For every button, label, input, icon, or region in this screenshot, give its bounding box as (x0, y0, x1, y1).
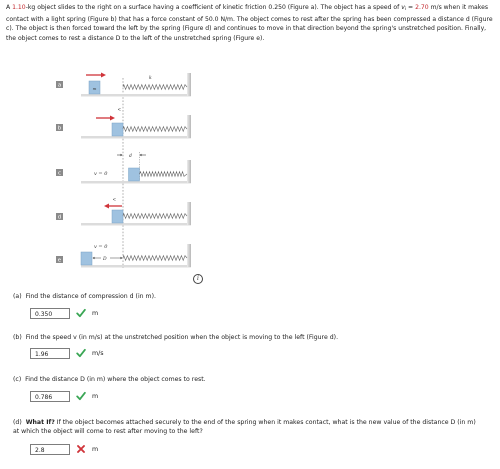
question-c-prefix: (c) (13, 376, 22, 383)
intro-text-2: -kg object slides to the right on a surface having a coefficient of kinetic friction 0.250 (Figure a). The object has a speed of (25, 4, 402, 11)
intro-text-1: A (6, 4, 13, 11)
answer-row-b (30, 347, 104, 359)
d-label: d (129, 154, 132, 159)
question-a-prefix: (a) (13, 293, 22, 300)
answer-input-b[interactable]: 1.96 (30, 348, 70, 359)
block-d (112, 210, 123, 223)
question-b-prefix: (b) (13, 334, 22, 341)
spring-c (140, 172, 188, 177)
surface-a (81, 94, 191, 97)
surface-e (81, 265, 191, 268)
panel-d (56, 198, 191, 226)
surface-d (81, 223, 191, 226)
surface-b (81, 136, 191, 139)
answer-input-c[interactable]: 0.786 (30, 391, 70, 402)
vi-label-rotated: v (116, 108, 122, 111)
velocity-zero-label-e: v = 0 (94, 244, 108, 250)
D-label: D (103, 257, 107, 262)
spring-block-figure (56, 68, 196, 273)
answer-unit-b: m/s (92, 349, 104, 357)
panel-a (56, 73, 191, 97)
wall-e (187, 244, 191, 267)
cross-icon (76, 444, 86, 454)
panel-c (56, 152, 191, 184)
wall-a (187, 73, 191, 96)
panel-label-d: d (57, 214, 62, 221)
check-icon (76, 308, 86, 318)
v-label-rotated-d: v (111, 198, 117, 201)
panel-label-a: a (57, 82, 62, 89)
check-icon (76, 348, 86, 358)
what-if-label: What If? (25, 419, 55, 426)
panel-b (56, 115, 191, 139)
spring-b (123, 127, 187, 132)
mass-value: 1.10 (12, 4, 26, 11)
panel-label-c: c (57, 170, 62, 177)
velocity-arrowhead-b (110, 116, 115, 121)
question-a (13, 293, 156, 300)
wall-b (187, 115, 191, 138)
question-b (13, 334, 338, 341)
question-d (13, 418, 483, 437)
answer-row-d (30, 443, 98, 455)
question-c-text: Find the distance D (in m) where the object comes to rest. (25, 376, 206, 383)
D-arrowhead-left (93, 257, 95, 259)
block-label-m: m (92, 86, 97, 91)
D-arrowhead-right (121, 257, 123, 259)
wall-c (187, 160, 191, 183)
answer-unit-a: m (92, 309, 99, 317)
question-c (13, 376, 206, 383)
panel-e (56, 244, 191, 268)
info-icon[interactable]: i (193, 274, 203, 284)
answer-row-c (30, 390, 98, 402)
vi-symbol: v (401, 4, 405, 11)
surface-c (81, 181, 191, 184)
check-icon (76, 391, 86, 401)
wall-d (187, 202, 191, 225)
spring-d (123, 214, 187, 219)
speed-value: 2.70 (415, 4, 429, 11)
block-e (81, 252, 92, 265)
question-d-prefix: (d) (13, 419, 22, 426)
vi-subscript: i (404, 7, 407, 12)
question-a-text: Find the distance of compression d (in m). (25, 293, 156, 300)
d-arrowhead-left (121, 154, 123, 156)
block-c (129, 168, 140, 181)
panel-label-e: e (57, 257, 62, 264)
intro-text-3: = (406, 4, 416, 11)
d-arrowhead-right (140, 154, 142, 156)
answer-unit-c: m (92, 392, 99, 400)
velocity-arrowhead-d (104, 204, 109, 209)
spring-e (123, 256, 187, 261)
spring-label-k: k (149, 76, 152, 81)
velocity-arrowhead-a (101, 73, 106, 78)
velocity-zero-label-c: v = 0 (94, 171, 108, 177)
answer-input-a[interactable]: 0.350 (30, 308, 70, 319)
spring-a (123, 85, 187, 90)
panel-label-b: b (57, 125, 62, 132)
answer-input-d[interactable]: 2.8 (30, 444, 70, 455)
question-d-text: If the object becomes attached securely to the end of the spring when it makes contact, what is the new value of the distance D (in m) at which the object will come to rest after moving to the left? (13, 419, 476, 436)
question-b-text: Find the speed v (in m/s) at the unstretched position when the object is moving to the left (Figure d). (25, 334, 339, 341)
block-b (112, 123, 123, 136)
intro-text-4: m/s when it makes contact with a light spring (Figure b) that has a force constant of 50.0 N/m. The object comes to rest after the spring has been compressed a distance d (Figure c). The object is then forced toward the left by the spring (Figure d) and continues to move in that direction beyond the spring's unstretched position. Finally, the object comes to rest a distance D to the left of the unstretched spring (Figure e). (6, 4, 493, 42)
answer-row-a (30, 307, 98, 319)
problem-statement (6, 3, 494, 43)
answer-unit-d: m (92, 445, 99, 453)
